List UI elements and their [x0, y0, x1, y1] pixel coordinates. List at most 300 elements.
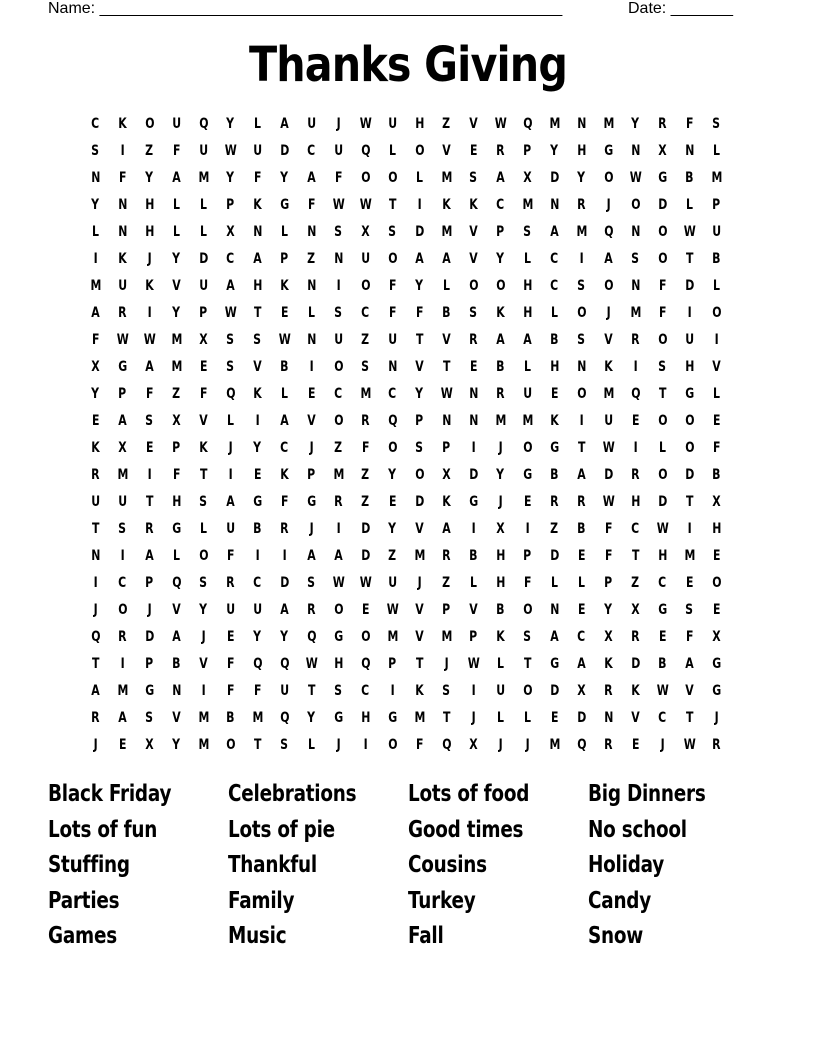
- grid-letter[interactable]: H: [495, 547, 506, 564]
- grid-letter[interactable]: O: [576, 385, 587, 402]
- grid-letter[interactable]: A: [577, 466, 586, 483]
- grid-letter[interactable]: P: [388, 655, 397, 672]
- grid-letter[interactable]: M: [684, 547, 695, 564]
- grid-letter[interactable]: L: [308, 304, 315, 321]
- grid-letter[interactable]: N: [603, 709, 614, 726]
- grid-letter[interactable]: M: [117, 682, 128, 699]
- grid-letter[interactable]: M: [198, 169, 209, 186]
- grid-letter[interactable]: F: [415, 304, 424, 321]
- grid-letter[interactable]: I: [579, 250, 584, 267]
- grid-letter[interactable]: P: [280, 250, 289, 267]
- grid-letter[interactable]: K: [550, 412, 559, 429]
- grid-letter[interactable]: S: [361, 358, 370, 375]
- grid-letter[interactable]: Y: [91, 385, 100, 402]
- grid-letter[interactable]: Y: [604, 601, 613, 618]
- grid-letter[interactable]: W: [224, 304, 237, 321]
- grid-letter[interactable]: L: [254, 115, 261, 132]
- grid-letter[interactable]: A: [253, 250, 262, 267]
- grid-letter[interactable]: E: [226, 628, 235, 645]
- grid-letter[interactable]: I: [633, 439, 638, 456]
- grid-letter[interactable]: H: [495, 574, 506, 591]
- grid-letter[interactable]: C: [361, 304, 370, 321]
- grid-letter[interactable]: Y: [226, 169, 235, 186]
- grid-letter[interactable]: I: [471, 439, 476, 456]
- grid-letter[interactable]: A: [118, 709, 127, 726]
- grid-letter[interactable]: U: [523, 385, 532, 402]
- grid-letter[interactable]: E: [577, 547, 586, 564]
- grid-letter[interactable]: Q: [279, 655, 290, 672]
- grid-letter[interactable]: B: [550, 331, 559, 348]
- grid-letter[interactable]: L: [551, 304, 558, 321]
- grid-letter[interactable]: P: [469, 628, 478, 645]
- grid-letter[interactable]: S: [577, 277, 586, 294]
- grid-letter[interactable]: J: [444, 655, 449, 672]
- grid-letter[interactable]: L: [524, 250, 531, 267]
- grid-letter[interactable]: H: [522, 304, 533, 321]
- grid-letter[interactable]: O: [576, 304, 587, 321]
- grid-letter[interactable]: V: [469, 115, 478, 132]
- grid-letter[interactable]: R: [226, 574, 235, 591]
- grid-letter[interactable]: J: [93, 601, 98, 618]
- grid-letter[interactable]: U: [199, 277, 208, 294]
- grid-letter[interactable]: S: [442, 682, 451, 699]
- grid-letter[interactable]: M: [576, 223, 587, 240]
- grid-letter[interactable]: M: [117, 466, 128, 483]
- grid-letter[interactable]: O: [495, 277, 506, 294]
- grid-letter[interactable]: G: [280, 196, 289, 213]
- grid-letter[interactable]: O: [198, 547, 209, 564]
- grid-letter[interactable]: S: [388, 223, 397, 240]
- grid-letter[interactable]: B: [496, 601, 505, 618]
- grid-letter[interactable]: H: [144, 196, 155, 213]
- grid-letter[interactable]: F: [658, 277, 667, 294]
- grid-letter[interactable]: H: [333, 655, 344, 672]
- grid-letter[interactable]: K: [253, 196, 262, 213]
- grid-letter[interactable]: V: [712, 358, 721, 375]
- grid-letter[interactable]: G: [550, 439, 559, 456]
- grid-letter[interactable]: I: [147, 304, 152, 321]
- grid-letter[interactable]: M: [441, 169, 452, 186]
- grid-letter[interactable]: O: [603, 277, 614, 294]
- grid-letter[interactable]: J: [93, 736, 98, 753]
- grid-letter[interactable]: G: [253, 493, 262, 510]
- grid-letter[interactable]: Y: [496, 466, 505, 483]
- grid-letter[interactable]: T: [388, 196, 397, 213]
- grid-letter[interactable]: M: [90, 277, 101, 294]
- grid-letter[interactable]: W: [494, 115, 507, 132]
- grid-letter[interactable]: S: [685, 601, 694, 618]
- grid-letter[interactable]: X: [523, 169, 532, 186]
- grid-letter[interactable]: V: [172, 277, 181, 294]
- grid-letter[interactable]: K: [415, 682, 424, 699]
- grid-letter[interactable]: D: [414, 493, 425, 510]
- grid-letter[interactable]: R: [550, 493, 559, 510]
- grid-letter[interactable]: W: [359, 574, 372, 591]
- grid-letter[interactable]: F: [604, 547, 613, 564]
- grid-letter[interactable]: F: [172, 466, 181, 483]
- grid-letter[interactable]: C: [496, 196, 505, 213]
- grid-letter[interactable]: F: [658, 304, 667, 321]
- grid-letter[interactable]: L: [470, 574, 477, 591]
- grid-letter[interactable]: O: [522, 682, 533, 699]
- grid-letter[interactable]: X: [118, 439, 127, 456]
- grid-letter[interactable]: F: [415, 736, 424, 753]
- grid-letter[interactable]: I: [336, 277, 341, 294]
- grid-letter[interactable]: I: [309, 358, 314, 375]
- grid-letter[interactable]: Z: [388, 547, 397, 564]
- grid-letter[interactable]: U: [388, 574, 397, 591]
- grid-letter[interactable]: M: [549, 115, 560, 132]
- grid-letter[interactable]: H: [684, 358, 695, 375]
- grid-letter[interactable]: D: [684, 466, 695, 483]
- grid-letter[interactable]: G: [658, 169, 667, 186]
- grid-letter[interactable]: K: [118, 115, 127, 132]
- grid-letter[interactable]: S: [253, 331, 262, 348]
- grid-letter[interactable]: Z: [361, 331, 370, 348]
- grid-letter[interactable]: D: [576, 709, 587, 726]
- grid-letter[interactable]: Y: [226, 115, 235, 132]
- grid-letter[interactable]: L: [713, 142, 720, 159]
- grid-letter[interactable]: F: [118, 169, 127, 186]
- grid-letter[interactable]: R: [145, 520, 154, 537]
- grid-letter[interactable]: R: [118, 304, 127, 321]
- grid-letter[interactable]: I: [120, 142, 125, 159]
- grid-letter[interactable]: Y: [280, 628, 289, 645]
- grid-letter[interactable]: N: [333, 250, 344, 267]
- grid-letter[interactable]: D: [468, 466, 479, 483]
- grid-letter[interactable]: F: [91, 331, 100, 348]
- grid-letter[interactable]: S: [712, 115, 721, 132]
- grid-letter[interactable]: O: [630, 196, 641, 213]
- grid-letter[interactable]: G: [307, 493, 316, 510]
- grid-letter[interactable]: O: [657, 412, 668, 429]
- grid-letter[interactable]: G: [388, 709, 397, 726]
- grid-letter[interactable]: L: [281, 385, 288, 402]
- grid-letter[interactable]: T: [307, 682, 316, 699]
- grid-letter[interactable]: G: [469, 493, 478, 510]
- grid-letter[interactable]: R: [577, 196, 586, 213]
- grid-letter[interactable]: R: [631, 628, 640, 645]
- grid-letter[interactable]: D: [360, 520, 371, 537]
- grid-letter[interactable]: C: [334, 385, 343, 402]
- grid-letter[interactable]: O: [360, 277, 371, 294]
- grid-letter[interactable]: S: [523, 628, 532, 645]
- grid-letter[interactable]: N: [306, 331, 317, 348]
- grid-letter[interactable]: W: [224, 142, 237, 159]
- grid-letter[interactable]: P: [523, 142, 532, 159]
- grid-letter[interactable]: P: [442, 601, 451, 618]
- grid-letter[interactable]: N: [549, 196, 560, 213]
- grid-letter[interactable]: K: [280, 277, 289, 294]
- grid-letter[interactable]: O: [225, 736, 236, 753]
- grid-letter[interactable]: T: [253, 304, 262, 321]
- grid-letter[interactable]: K: [91, 439, 100, 456]
- grid-letter[interactable]: D: [630, 655, 641, 672]
- grid-letter[interactable]: S: [334, 223, 343, 240]
- grid-letter[interactable]: O: [387, 439, 398, 456]
- grid-letter[interactable]: I: [471, 682, 476, 699]
- grid-letter[interactable]: J: [417, 574, 422, 591]
- grid-letter[interactable]: V: [442, 331, 451, 348]
- grid-letter[interactable]: Y: [91, 196, 100, 213]
- grid-letter[interactable]: Q: [198, 115, 209, 132]
- grid-letter[interactable]: F: [226, 655, 235, 672]
- grid-letter[interactable]: A: [523, 331, 532, 348]
- grid-letter[interactable]: P: [712, 196, 721, 213]
- grid-letter[interactable]: P: [307, 466, 316, 483]
- grid-letter[interactable]: U: [118, 277, 127, 294]
- grid-letter[interactable]: A: [118, 412, 127, 429]
- grid-letter[interactable]: X: [442, 466, 451, 483]
- grid-letter[interactable]: L: [713, 277, 720, 294]
- grid-letter[interactable]: W: [602, 493, 615, 510]
- grid-letter[interactable]: T: [145, 493, 154, 510]
- grid-letter[interactable]: E: [91, 412, 100, 429]
- grid-letter[interactable]: G: [172, 520, 181, 537]
- grid-letter[interactable]: Q: [360, 142, 371, 159]
- grid-letter[interactable]: K: [442, 196, 451, 213]
- grid-letter[interactable]: C: [118, 574, 127, 591]
- grid-letter[interactable]: R: [361, 412, 370, 429]
- grid-letter[interactable]: A: [307, 547, 316, 564]
- grid-letter[interactable]: M: [171, 331, 182, 348]
- grid-letter[interactable]: N: [630, 142, 641, 159]
- grid-letter[interactable]: O: [333, 601, 344, 618]
- grid-letter[interactable]: N: [684, 142, 695, 159]
- grid-letter[interactable]: Y: [172, 250, 181, 267]
- grid-letter[interactable]: D: [414, 223, 425, 240]
- grid-letter[interactable]: N: [630, 223, 641, 240]
- grid-letter[interactable]: W: [305, 655, 318, 672]
- grid-letter[interactable]: H: [522, 277, 533, 294]
- grid-letter[interactable]: N: [117, 223, 128, 240]
- grid-letter[interactable]: L: [443, 277, 450, 294]
- grid-letter[interactable]: M: [333, 466, 344, 483]
- grid-letter[interactable]: I: [255, 412, 260, 429]
- grid-letter[interactable]: B: [496, 358, 505, 375]
- grid-letter[interactable]: U: [253, 142, 262, 159]
- grid-letter[interactable]: O: [603, 169, 614, 186]
- grid-letter[interactable]: T: [658, 385, 667, 402]
- grid-letter[interactable]: L: [308, 736, 315, 753]
- grid-letter[interactable]: K: [604, 655, 613, 672]
- grid-letter[interactable]: T: [685, 250, 694, 267]
- grid-letter[interactable]: G: [334, 709, 343, 726]
- grid-letter[interactable]: P: [604, 574, 613, 591]
- grid-letter[interactable]: N: [630, 277, 641, 294]
- grid-letter[interactable]: O: [522, 439, 533, 456]
- grid-letter[interactable]: A: [307, 169, 316, 186]
- grid-letter[interactable]: V: [469, 601, 478, 618]
- grid-letter[interactable]: D: [198, 250, 209, 267]
- grid-letter[interactable]: F: [361, 439, 370, 456]
- grid-letter[interactable]: H: [144, 223, 155, 240]
- grid-letter[interactable]: K: [280, 466, 289, 483]
- grid-letter[interactable]: L: [227, 412, 234, 429]
- grid-letter[interactable]: D: [657, 493, 668, 510]
- grid-letter[interactable]: U: [361, 250, 370, 267]
- grid-letter[interactable]: R: [91, 709, 100, 726]
- grid-letter[interactable]: J: [498, 439, 503, 456]
- grid-letter[interactable]: V: [469, 223, 478, 240]
- grid-letter[interactable]: J: [471, 709, 476, 726]
- grid-letter[interactable]: Y: [199, 601, 208, 618]
- grid-letter[interactable]: L: [416, 169, 423, 186]
- grid-letter[interactable]: A: [280, 601, 289, 618]
- grid-letter[interactable]: B: [226, 709, 235, 726]
- grid-letter[interactable]: Y: [496, 250, 505, 267]
- grid-letter[interactable]: O: [360, 169, 371, 186]
- grid-letter[interactable]: P: [442, 439, 451, 456]
- grid-letter[interactable]: G: [550, 655, 559, 672]
- grid-letter[interactable]: W: [359, 196, 372, 213]
- grid-letter[interactable]: R: [469, 331, 478, 348]
- grid-letter[interactable]: I: [93, 574, 98, 591]
- grid-letter[interactable]: U: [172, 115, 181, 132]
- grid-letter[interactable]: O: [711, 304, 722, 321]
- grid-letter[interactable]: V: [199, 412, 208, 429]
- grid-letter[interactable]: A: [442, 250, 451, 267]
- grid-letter[interactable]: B: [469, 547, 478, 564]
- grid-letter[interactable]: I: [147, 466, 152, 483]
- grid-letter[interactable]: W: [683, 223, 696, 240]
- grid-letter[interactable]: D: [684, 277, 695, 294]
- grid-letter[interactable]: U: [496, 682, 505, 699]
- grid-letter[interactable]: Y: [172, 304, 181, 321]
- grid-letter[interactable]: R: [712, 736, 721, 753]
- grid-letter[interactable]: U: [226, 601, 235, 618]
- grid-letter[interactable]: B: [712, 466, 721, 483]
- grid-letter[interactable]: E: [550, 709, 559, 726]
- grid-letter[interactable]: L: [497, 709, 504, 726]
- grid-letter[interactable]: R: [496, 385, 505, 402]
- grid-letter[interactable]: N: [90, 547, 101, 564]
- grid-letter[interactable]: F: [172, 142, 181, 159]
- grid-letter[interactable]: S: [631, 250, 640, 267]
- grid-letter[interactable]: G: [604, 142, 613, 159]
- grid-letter[interactable]: C: [388, 385, 397, 402]
- grid-letter[interactable]: T: [253, 736, 262, 753]
- grid-letter[interactable]: Y: [388, 520, 397, 537]
- grid-letter[interactable]: O: [468, 277, 479, 294]
- grid-letter[interactable]: A: [577, 655, 586, 672]
- grid-letter[interactable]: Q: [360, 655, 371, 672]
- grid-letter[interactable]: W: [143, 331, 156, 348]
- grid-letter[interactable]: Z: [334, 439, 343, 456]
- grid-letter[interactable]: Q: [225, 385, 236, 402]
- grid-letter[interactable]: C: [91, 115, 100, 132]
- grid-letter[interactable]: W: [386, 601, 399, 618]
- grid-letter[interactable]: X: [712, 628, 721, 645]
- grid-letter[interactable]: J: [147, 250, 152, 267]
- grid-letter[interactable]: K: [118, 250, 127, 267]
- grid-letter[interactable]: I: [579, 412, 584, 429]
- grid-letter[interactable]: J: [201, 628, 206, 645]
- grid-letter[interactable]: O: [657, 223, 668, 240]
- grid-letter[interactable]: R: [442, 547, 451, 564]
- grid-letter[interactable]: I: [120, 547, 125, 564]
- grid-letter[interactable]: U: [685, 331, 694, 348]
- grid-letter[interactable]: I: [714, 331, 719, 348]
- grid-letter[interactable]: M: [414, 709, 425, 726]
- grid-letter[interactable]: T: [199, 466, 208, 483]
- grid-letter[interactable]: V: [253, 358, 262, 375]
- grid-letter[interactable]: G: [712, 655, 721, 672]
- grid-letter[interactable]: V: [469, 250, 478, 267]
- grid-letter[interactable]: Q: [90, 628, 101, 645]
- grid-letter[interactable]: Y: [631, 115, 640, 132]
- grid-letter[interactable]: Q: [441, 736, 452, 753]
- grid-letter[interactable]: H: [549, 358, 560, 375]
- grid-letter[interactable]: V: [631, 709, 640, 726]
- grid-letter[interactable]: B: [712, 250, 721, 267]
- grid-letter[interactable]: O: [684, 439, 695, 456]
- grid-letter[interactable]: C: [550, 277, 559, 294]
- grid-letter[interactable]: R: [307, 601, 316, 618]
- grid-letter[interactable]: M: [360, 385, 371, 402]
- grid-letter[interactable]: J: [228, 439, 233, 456]
- grid-letter[interactable]: S: [469, 304, 478, 321]
- grid-letter[interactable]: S: [469, 169, 478, 186]
- grid-letter[interactable]: L: [200, 520, 207, 537]
- grid-letter[interactable]: R: [496, 142, 505, 159]
- grid-letter[interactable]: W: [332, 196, 345, 213]
- grid-letter[interactable]: I: [201, 682, 206, 699]
- grid-letter[interactable]: Y: [415, 277, 424, 294]
- grid-letter[interactable]: V: [199, 655, 208, 672]
- grid-letter[interactable]: B: [550, 466, 559, 483]
- grid-letter[interactable]: A: [172, 628, 181, 645]
- grid-letter[interactable]: C: [253, 574, 262, 591]
- grid-letter[interactable]: W: [683, 736, 696, 753]
- grid-letter[interactable]: O: [333, 412, 344, 429]
- grid-letter[interactable]: Q: [279, 709, 290, 726]
- grid-letter[interactable]: W: [440, 385, 453, 402]
- grid-letter[interactable]: Z: [361, 493, 370, 510]
- grid-letter[interactable]: P: [199, 304, 208, 321]
- grid-letter[interactable]: K: [496, 628, 505, 645]
- grid-letter[interactable]: L: [389, 142, 396, 159]
- grid-letter[interactable]: A: [415, 250, 424, 267]
- grid-letter[interactable]: W: [467, 655, 480, 672]
- grid-letter[interactable]: X: [361, 223, 370, 240]
- grid-letter[interactable]: T: [442, 358, 451, 375]
- grid-letter[interactable]: A: [226, 493, 235, 510]
- grid-letter[interactable]: L: [497, 655, 504, 672]
- grid-letter[interactable]: E: [253, 466, 262, 483]
- grid-letter[interactable]: K: [604, 358, 613, 375]
- grid-letter[interactable]: H: [360, 709, 371, 726]
- grid-letter[interactable]: X: [172, 412, 181, 429]
- grid-letter[interactable]: H: [171, 493, 182, 510]
- grid-letter[interactable]: U: [334, 331, 343, 348]
- grid-letter[interactable]: R: [118, 628, 127, 645]
- grid-letter[interactable]: H: [711, 520, 722, 537]
- grid-letter[interactable]: Y: [280, 169, 289, 186]
- grid-letter[interactable]: A: [550, 223, 559, 240]
- grid-letter[interactable]: M: [441, 628, 452, 645]
- grid-letter[interactable]: G: [334, 628, 343, 645]
- grid-letter[interactable]: A: [604, 250, 613, 267]
- grid-letter[interactable]: Z: [631, 574, 640, 591]
- grid-letter[interactable]: T: [91, 520, 100, 537]
- grid-letter[interactable]: E: [631, 412, 640, 429]
- grid-letter[interactable]: C: [280, 439, 289, 456]
- grid-letter[interactable]: G: [118, 358, 127, 375]
- grid-letter[interactable]: F: [253, 169, 262, 186]
- grid-letter[interactable]: U: [199, 142, 208, 159]
- grid-letter[interactable]: A: [226, 277, 235, 294]
